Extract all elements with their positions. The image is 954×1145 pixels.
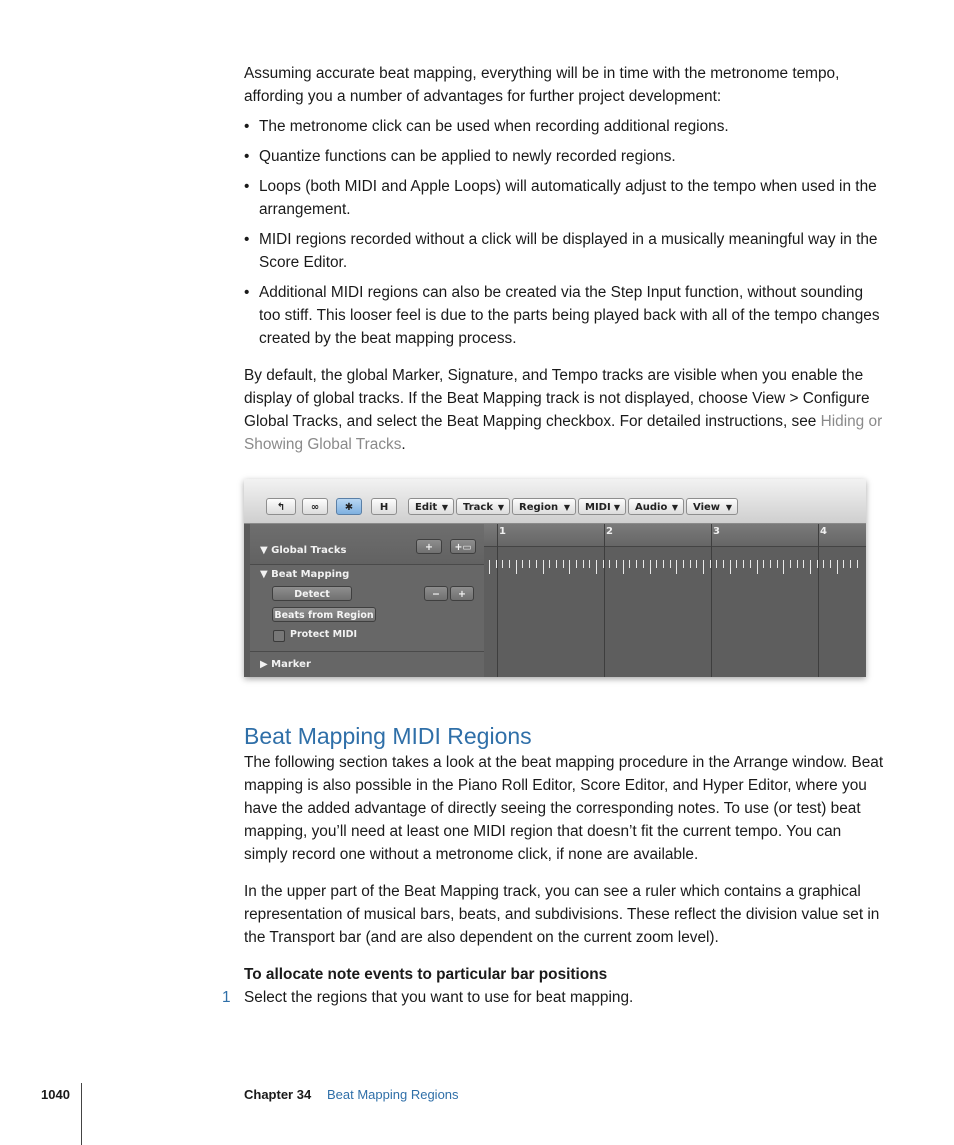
- ruler-tick: [757, 560, 758, 574]
- ruler-tick: [817, 560, 818, 568]
- ruler-tick: [763, 560, 764, 568]
- marker-row: [250, 652, 484, 677]
- plus-button[interactable]: +: [450, 586, 474, 601]
- ruler-tick: [616, 560, 617, 568]
- ruler-tick: [730, 560, 731, 574]
- ruler-tick: [670, 560, 671, 568]
- ruler-tick: [650, 560, 651, 574]
- bar-line: [711, 524, 712, 677]
- bar-line: [604, 524, 605, 677]
- beats-from-region-button[interactable]: Beats from Region: [272, 607, 376, 622]
- ruler-tick: [583, 560, 584, 568]
- beat-mapping-ruler[interactable]: [484, 524, 866, 677]
- ruler-tick: [489, 560, 490, 574]
- ruler-tick: [636, 560, 637, 568]
- edit-menu[interactable]: Edit ▼: [408, 498, 454, 515]
- chevron-down-icon: ▼: [613, 503, 620, 512]
- ruler-tick: [850, 560, 851, 568]
- minus-button[interactable]: −: [424, 586, 448, 601]
- midi-menu[interactable]: MIDI ▼: [578, 498, 626, 515]
- ruler-tick: [603, 560, 604, 568]
- ruler-tick: [723, 560, 724, 568]
- add-track-button[interactable]: +: [416, 539, 442, 554]
- ruler-tick: [750, 560, 751, 568]
- section-paragraph: The following section takes a look at the beat mapping procedure in the Arrange window. Beat mapping is also possible in the Piano Roll Editor, Score Editor, and Hyper Editor, where you have the added advantage of directly seeing the corresponding notes. To use (or test) beat mapping, you’ll need at least one MIDI region that doesn’t fit the current tempo. You can simply record one without a metronome click, if none are available.: [244, 754, 884, 863]
- plus-folder-icon: +▭: [454, 542, 472, 553]
- ruler-tick: [623, 560, 624, 574]
- global-tracks-label[interactable]: ▼ Global Tracks: [260, 545, 347, 556]
- list-item: • The metronome click can be used when recording additional regions.: [244, 115, 884, 138]
- detect-button[interactable]: Detect: [272, 586, 352, 601]
- beat-mapping-screenshot: [244, 479, 866, 677]
- chevron-down-icon: ▼: [497, 503, 504, 512]
- ruler-tick: [496, 560, 497, 568]
- section-heading: Beat Mapping MIDI Regions: [244, 723, 532, 749]
- ruler-tick: [509, 560, 510, 568]
- marker-label[interactable]: ▶ Marker: [260, 659, 311, 670]
- ruler-tick: [857, 560, 858, 568]
- step-number: 1: [222, 989, 231, 1006]
- ruler-tick: [656, 560, 657, 568]
- bar-ruler[interactable]: [484, 524, 866, 547]
- footer-divider: [81, 1083, 82, 1145]
- chevron-down-icon: ▼: [725, 503, 732, 512]
- ruler-tick: [830, 560, 831, 568]
- hide-button[interactable]: H: [371, 498, 397, 515]
- running-figure-icon: ✱: [344, 502, 354, 513]
- bar-number: 4: [820, 526, 827, 537]
- chevron-down-icon: ▼: [563, 503, 570, 512]
- ruler-tick: [770, 560, 771, 568]
- global-tracks-paragraph: By default, the global Marker, Signature, and Tempo tracks are visible when you enable the display of global tracks. If the Beat Mapping track is not displayed, choose View > Configure Global Tracks, and select the Beat Mapping checkbox. For detailed instructions, see Hiding or Showing Global Tracks.: [244, 367, 883, 453]
- bar-number: 1: [499, 526, 506, 537]
- global-tracks-row: [250, 524, 484, 565]
- ruler-tick: [502, 560, 503, 568]
- ruler-tick: [690, 560, 691, 568]
- footer-chapter-title-link[interactable]: Beat Mapping Regions: [327, 1087, 459, 1102]
- intro-paragraph: Assuming accurate beat mapping, everything will be in time with the metronome tempo, affording you a number of advantages for further project development:: [244, 65, 840, 105]
- back-button[interactable]: [266, 498, 296, 515]
- arrange-toolbar: [244, 479, 866, 524]
- bar-number: 3: [713, 526, 720, 537]
- audio-menu[interactable]: Audio ▼: [628, 498, 684, 515]
- ruler-tick: [777, 560, 778, 568]
- return-arrow-icon: ↰: [276, 502, 286, 513]
- bullet-marker: •: [244, 148, 250, 165]
- task-heading: To allocate note events to particular bar positions: [244, 966, 608, 983]
- list-item: • Loops (both MIDI and Apple Loops) will automatically adjust to the tempo when used in the arrangement.: [244, 175, 884, 221]
- ruler-tick: [810, 560, 811, 574]
- ruler-tick: [803, 560, 804, 568]
- ruler-tick: [543, 560, 544, 574]
- bar-line: [497, 524, 498, 677]
- ruler-tick: [549, 560, 550, 568]
- track-menu[interactable]: Track ▼: [456, 498, 510, 515]
- bullet-marker: •: [244, 284, 250, 301]
- ruler-tick: [529, 560, 530, 568]
- list-item: • MIDI regions recorded without a click will be displayed in a musically meaningful way in the Score Editor.: [244, 228, 884, 274]
- bar-number: 2: [606, 526, 613, 537]
- bullet-marker: •: [244, 178, 250, 195]
- ruler-tick: [797, 560, 798, 568]
- bullet-marker: •: [244, 231, 250, 248]
- ruler-tick: [676, 560, 677, 574]
- bullet-marker: •: [244, 118, 250, 135]
- beat-mapping-row: [250, 565, 484, 652]
- page-number: 1040: [41, 1087, 70, 1102]
- ruler-tick: [522, 560, 523, 568]
- ruler-tick: [790, 560, 791, 568]
- ruler-tick: [823, 560, 824, 568]
- ruler-tick: [516, 560, 517, 574]
- step-text: Select the regions that you want to use for beat mapping.: [244, 989, 634, 1006]
- ruler-tick: [736, 560, 737, 568]
- ruler-tick: [716, 560, 717, 568]
- ruler-tick: [710, 560, 711, 568]
- footer-chapter: Chapter 34: [244, 1087, 312, 1102]
- list-item: • Additional MIDI regions can also be created via the Step Input function, without sounding too stiff. This looser feel is due to the parts being played back with all of the tempo changes created by the beat mapping process.: [244, 281, 884, 350]
- chevron-down-icon: ▼: [441, 503, 448, 512]
- track-header-pane: [250, 524, 484, 677]
- ruler-paragraph: In the upper part of the Beat Mapping track, you can see a ruler which contains a graphical representation of musical bars, beats, and subdivisions. These reflect the division value set in the Transport bar (and are also dependent on the current zoom level).: [244, 883, 880, 946]
- link-icon: ∞: [310, 502, 320, 513]
- ruler-tick: [843, 560, 844, 568]
- beat-mapping-label[interactable]: ▼ Beat Mapping: [260, 569, 350, 580]
- protect-midi-label: Protect MIDI: [290, 629, 358, 640]
- ruler-tick: [743, 560, 744, 568]
- ruler-tick: [837, 560, 838, 574]
- link-button[interactable]: [302, 498, 328, 515]
- ruler-tick: [703, 560, 704, 574]
- add-track-folder-button[interactable]: [450, 539, 476, 554]
- ruler-tick: [596, 560, 597, 574]
- ruler-tick: [569, 560, 570, 574]
- bar-line: [818, 524, 819, 677]
- ruler-tick: [663, 560, 664, 568]
- ruler-tick: [696, 560, 697, 568]
- chevron-down-icon: ▼: [671, 503, 678, 512]
- advantages-list: [244, 115, 884, 357]
- ruler-tick: [563, 560, 564, 568]
- ruler-tick: [556, 560, 557, 568]
- protect-midi-checkbox[interactable]: [273, 630, 285, 642]
- hiding-global-tracks-link[interactable]: Hiding or Showing Global Tracks: [244, 413, 883, 453]
- ruler-tick: [643, 560, 644, 568]
- list-item: • Quantize functions can be applied to newly recorded regions.: [244, 145, 884, 168]
- view-menu[interactable]: View ▼: [686, 498, 738, 515]
- ruler-tick: [536, 560, 537, 568]
- ruler-tick: [783, 560, 784, 574]
- ruler-tick: [609, 560, 610, 568]
- ruler-tick: [576, 560, 577, 568]
- region-menu[interactable]: Region ▼: [512, 498, 576, 515]
- ruler-tick: [629, 560, 630, 568]
- ruler-tick: [589, 560, 590, 568]
- ruler-tick: [683, 560, 684, 568]
- catch-button[interactable]: [336, 498, 362, 515]
